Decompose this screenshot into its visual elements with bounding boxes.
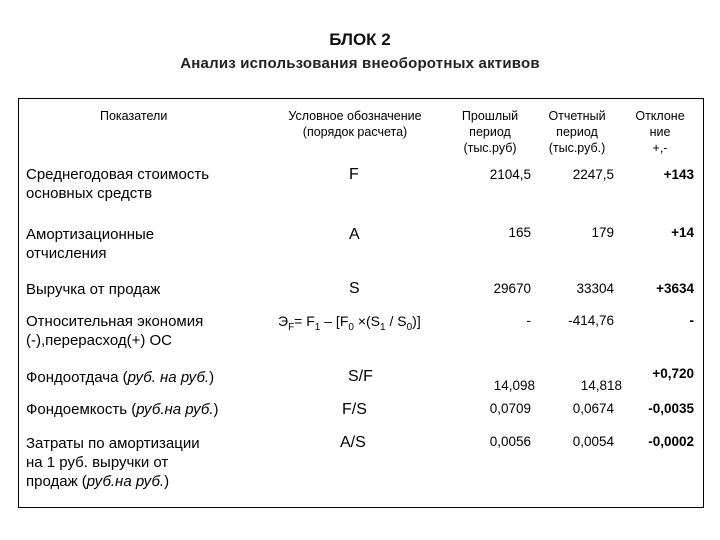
table-row-prev: 0,0709 [489, 401, 531, 416]
table-row-symbol: S [349, 280, 360, 297]
table-row-deviation: -0,0002 [648, 434, 694, 449]
table-row-report: 14,818 [580, 378, 622, 393]
table-row-label: Фондоемкость (руб.на руб.) [26, 401, 219, 418]
table-row-prev: 0,0056 [489, 434, 531, 449]
header-designation: Условное обозначение (порядок расчета) [288, 109, 422, 139]
table-row-symbol: F/S [342, 401, 367, 418]
table-row-deviation: +14 [671, 225, 694, 240]
header-deviation: Отклоне ние +,- [635, 109, 685, 155]
economy-formula: $Э_F= F_1 - [F_0 \times(S_1 / S_0)]$ [278, 313, 421, 333]
table-row-label: Амортизационные отчисления [26, 226, 155, 262]
table-row-prev: 2104,5 [489, 167, 531, 182]
page-subtitle: Анализ использования внеоборотных активов [180, 55, 540, 72]
table-row-symbol: S/F [348, 368, 373, 385]
table-row-report: 33304 [576, 281, 614, 296]
table-row-deviation: +3634 [656, 281, 694, 296]
table-row-deviation: - [689, 313, 694, 328]
table-row-report: 0,0674 [572, 401, 614, 416]
table-row-symbol: A [349, 226, 360, 243]
header-report-period: Отчетный период (тыс.руб.) [548, 109, 606, 155]
table-row-label: Затраты по амортизации на 1 руб. выручки от продаж (руб.на руб.) [26, 435, 200, 490]
table-row-prev: 165 [508, 225, 531, 240]
table-row-prev: - [526, 313, 531, 328]
table-row-report: -414,76 [568, 313, 614, 328]
header-indicators: Показатели [100, 109, 168, 123]
header-prev-period: Прошлый период (тыс.руб) [461, 109, 519, 155]
table-row-symbol: F [349, 166, 359, 183]
table-row-deviation: -0,0035 [648, 401, 694, 416]
table-row-label: Среднегодовая стоимость основных средств [26, 166, 210, 202]
table-row-label: Выручка от продаж [26, 281, 161, 298]
table-row-label: Фондоотдача (руб. на руб.) [26, 369, 215, 386]
table-row-prev: 29670 [493, 281, 531, 296]
table-row-symbol: A/S [340, 434, 366, 451]
table-row-report: 0,0054 [572, 434, 614, 449]
table-row-report: 179 [591, 225, 614, 240]
table-row-prev: 14,098 [493, 378, 535, 393]
page-title: БЛОК 2 [329, 30, 391, 49]
table-row-report: 2247,5 [572, 167, 614, 182]
table-row-deviation: +0,720 [652, 366, 694, 381]
table-row-label: Относительная экономия (-),перерасход(+) ОС [26, 313, 204, 349]
table-row-deviation: +143 [663, 167, 694, 182]
